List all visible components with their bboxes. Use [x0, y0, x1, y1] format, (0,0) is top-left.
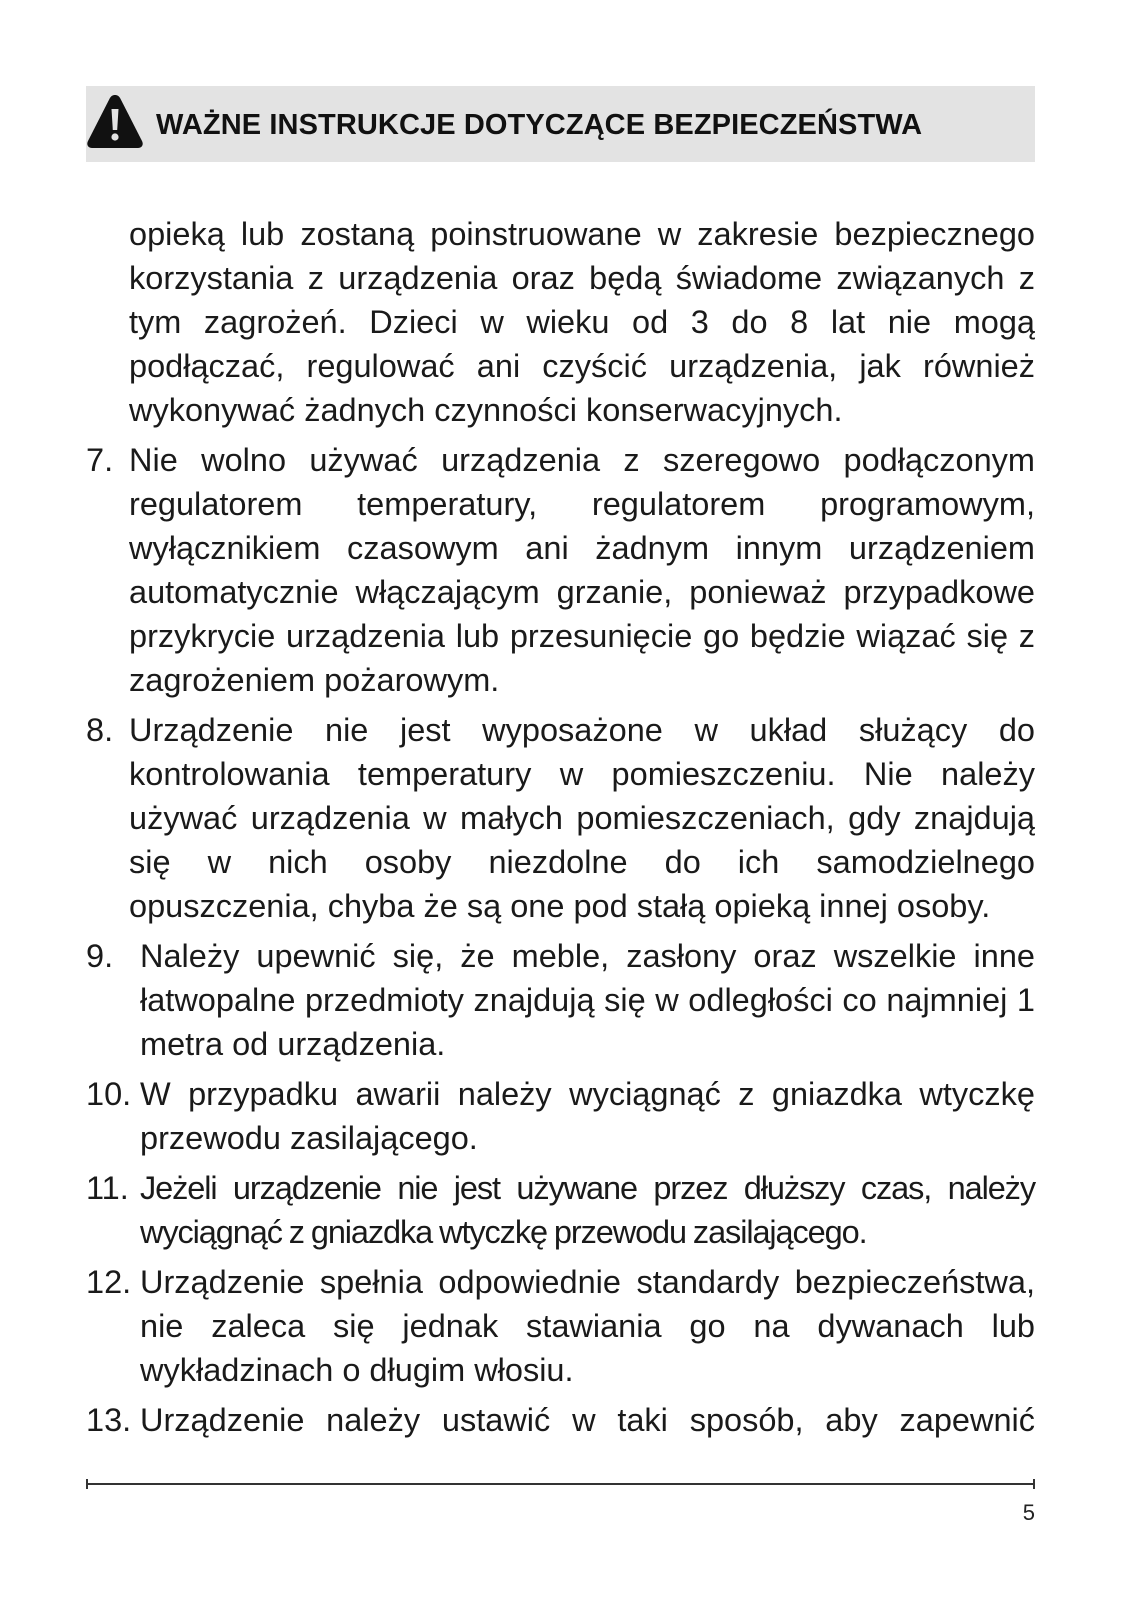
list-item: [86, 934, 1035, 1066]
item-number: 13.: [86, 1402, 132, 1438]
item-text: Urządzenie należy ustawić w taki sposób, aby zapewnić: [140, 1402, 1035, 1438]
list-item: [86, 1166, 1035, 1254]
list-item: [86, 438, 1035, 702]
list-item: [86, 1072, 1035, 1160]
continuation-paragraph: opieką lub zostaną poinstruowane w zakresie bezpiecznego korzystania z urządzenia oraz będą świadome związanych z tym zagrożeń. Dzieci w wieku od 3 do 8 lat nie mogą podłączać, regulować ani czyścić urządzenia, jak również wykonywać żadnych czynności konserwacyjnych.: [129, 216, 1035, 428]
item-number: 10.: [86, 1076, 132, 1112]
item-text: Jeżeli urządzenie nie jest używane przez dłuższy czas, należy wyciągnąć z gniazdka wtyczkę przewodu zasilającego.: [140, 1170, 1035, 1250]
list-item: [86, 708, 1035, 928]
page-number: 5: [1022, 1500, 1035, 1525]
footer-divider-tick: [86, 1479, 88, 1489]
page-title: WAŻNE INSTRUKCJE DOTYCZĄCE BEZPIECZEŃSTWA: [156, 109, 923, 141]
item-number: 12.: [86, 1264, 132, 1300]
instructions-list: [86, 212, 1035, 1442]
footer-divider-tick: [1033, 1479, 1035, 1489]
warning-icon: [86, 93, 144, 149]
item-text: Nie wolno używać urządzenia z szeregowo podłączonym regulatorem temperatury, regulatorem programowym, wyłącznikiem czasowym ani żadnym innym urządzeniem automatycznie włączającym grzanie, ponieważ przypadkowe przykrycie urządzenia lub przesunięcie go będzie wiązać się z zagrożeniem pożarowym.: [129, 442, 1035, 698]
item-number: 11.: [86, 1170, 129, 1206]
item-text: Urządzenie spełnia odpowiednie standardy bezpieczeństwa, nie zaleca się jednak stawiania go na dywanach lub wykładzinach o długim włosiu.: [140, 1264, 1035, 1388]
footer-divider: [86, 1483, 1035, 1485]
section-header: [86, 86, 1035, 162]
item-number: 8.: [86, 712, 114, 748]
item-text: Urządzenie nie jest wyposażone w układ służący do kontrolowania temperatury w pomieszczeniu. Nie należy używać urządzenia w małych pomieszczeniach, gdy znajdują się w nich osoby niezdolne do ich samodzielnego opuszczenia, chyba że są one pod stałą opieką innej osoby.: [129, 712, 1035, 924]
list-item: [86, 1260, 1035, 1392]
item-number: 9.: [86, 938, 114, 974]
item-number: 7.: [86, 442, 114, 478]
item-text: W przypadku awarii należy wyciągnąć z gniazdka wtyczkę przewodu zasilającego.: [140, 1076, 1035, 1156]
item-text: Należy upewnić się, że meble, zasłony oraz wszelkie inne łatwopalne przedmioty znajdują się w odległości co najmniej 1 metra od urządzenia.: [140, 938, 1035, 1062]
list-item: [86, 1398, 1035, 1442]
